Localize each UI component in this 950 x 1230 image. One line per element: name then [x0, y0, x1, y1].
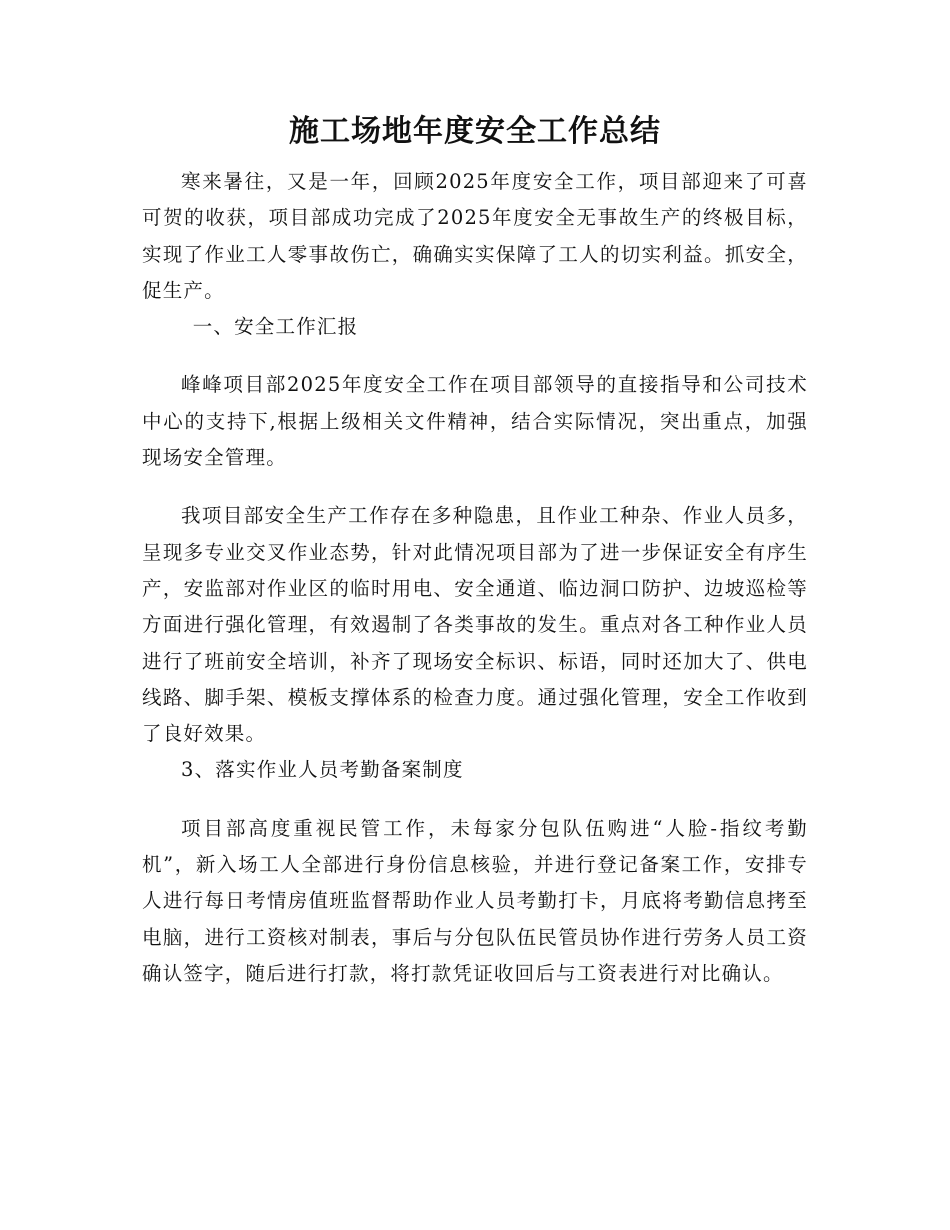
- document-title: 施工场地年度安全工作总结: [289, 114, 661, 149]
- section1-paragraph-1: 峰峰项目部2025年度安全工作在项目部领导的直接指导和公司技术中心的支持下,根据上级相关文件精神，结合实际情况，突出重点，加强现场安全管理。: [142, 373, 808, 470]
- section-heading-1: 一、安全工作汇报: [192, 315, 359, 339]
- section1-paragraph-2: 我项目部安全生产工作存在多种隐患，且作业工种杂、作业人员多，呈现多专业交叉作业态势，针对此情况项目部为了进一步保证安全有序生产，安监部对作业区的临时用电、安全通道、临边洞口防护、边坡巡检等方面进行强化管理，有效遏制了各类事故的发生。重点对各工种作业人员进行了班前安全培训，补齐了现场安全标识、标语，同时还加大了、供电线路、脚手架、模板支撑体系的检查力度。通过强化管理，安全工作收到了良好效果。: [142, 504, 808, 746]
- document-body: [142, 164, 808, 992]
- section-heading-3: 3、落实作业人员考勤备案制度: [181, 758, 464, 782]
- intro-paragraph: 寒来暑往，又是一年，回顾2025年度安全工作，项目部迎来了可喜可贺的收获，项目部成功完成了2025年度安全无事故生产的终极目标，实现了作业工人零事故伤亡，确确实实保障了工人的切实利益。抓安全，促生产。: [142, 170, 808, 302]
- section3-paragraph-1: 项目部高度重视民管工作，未每家分包队伍购进“人脸-指纹考勤机”，新入场工人全部进行身份信息核验，并进行登记备案工作，安排专人进行每日考情房值班监督帮助作业人员考勤打卡，月底将考勤信息拷至电脑，进行工资核对制表，事后与分包队伍民管员协作进行劳务人员工资确认签字，随后进行打款，将打款凭证收回后与工资表进行对比确认。: [142, 816, 808, 985]
